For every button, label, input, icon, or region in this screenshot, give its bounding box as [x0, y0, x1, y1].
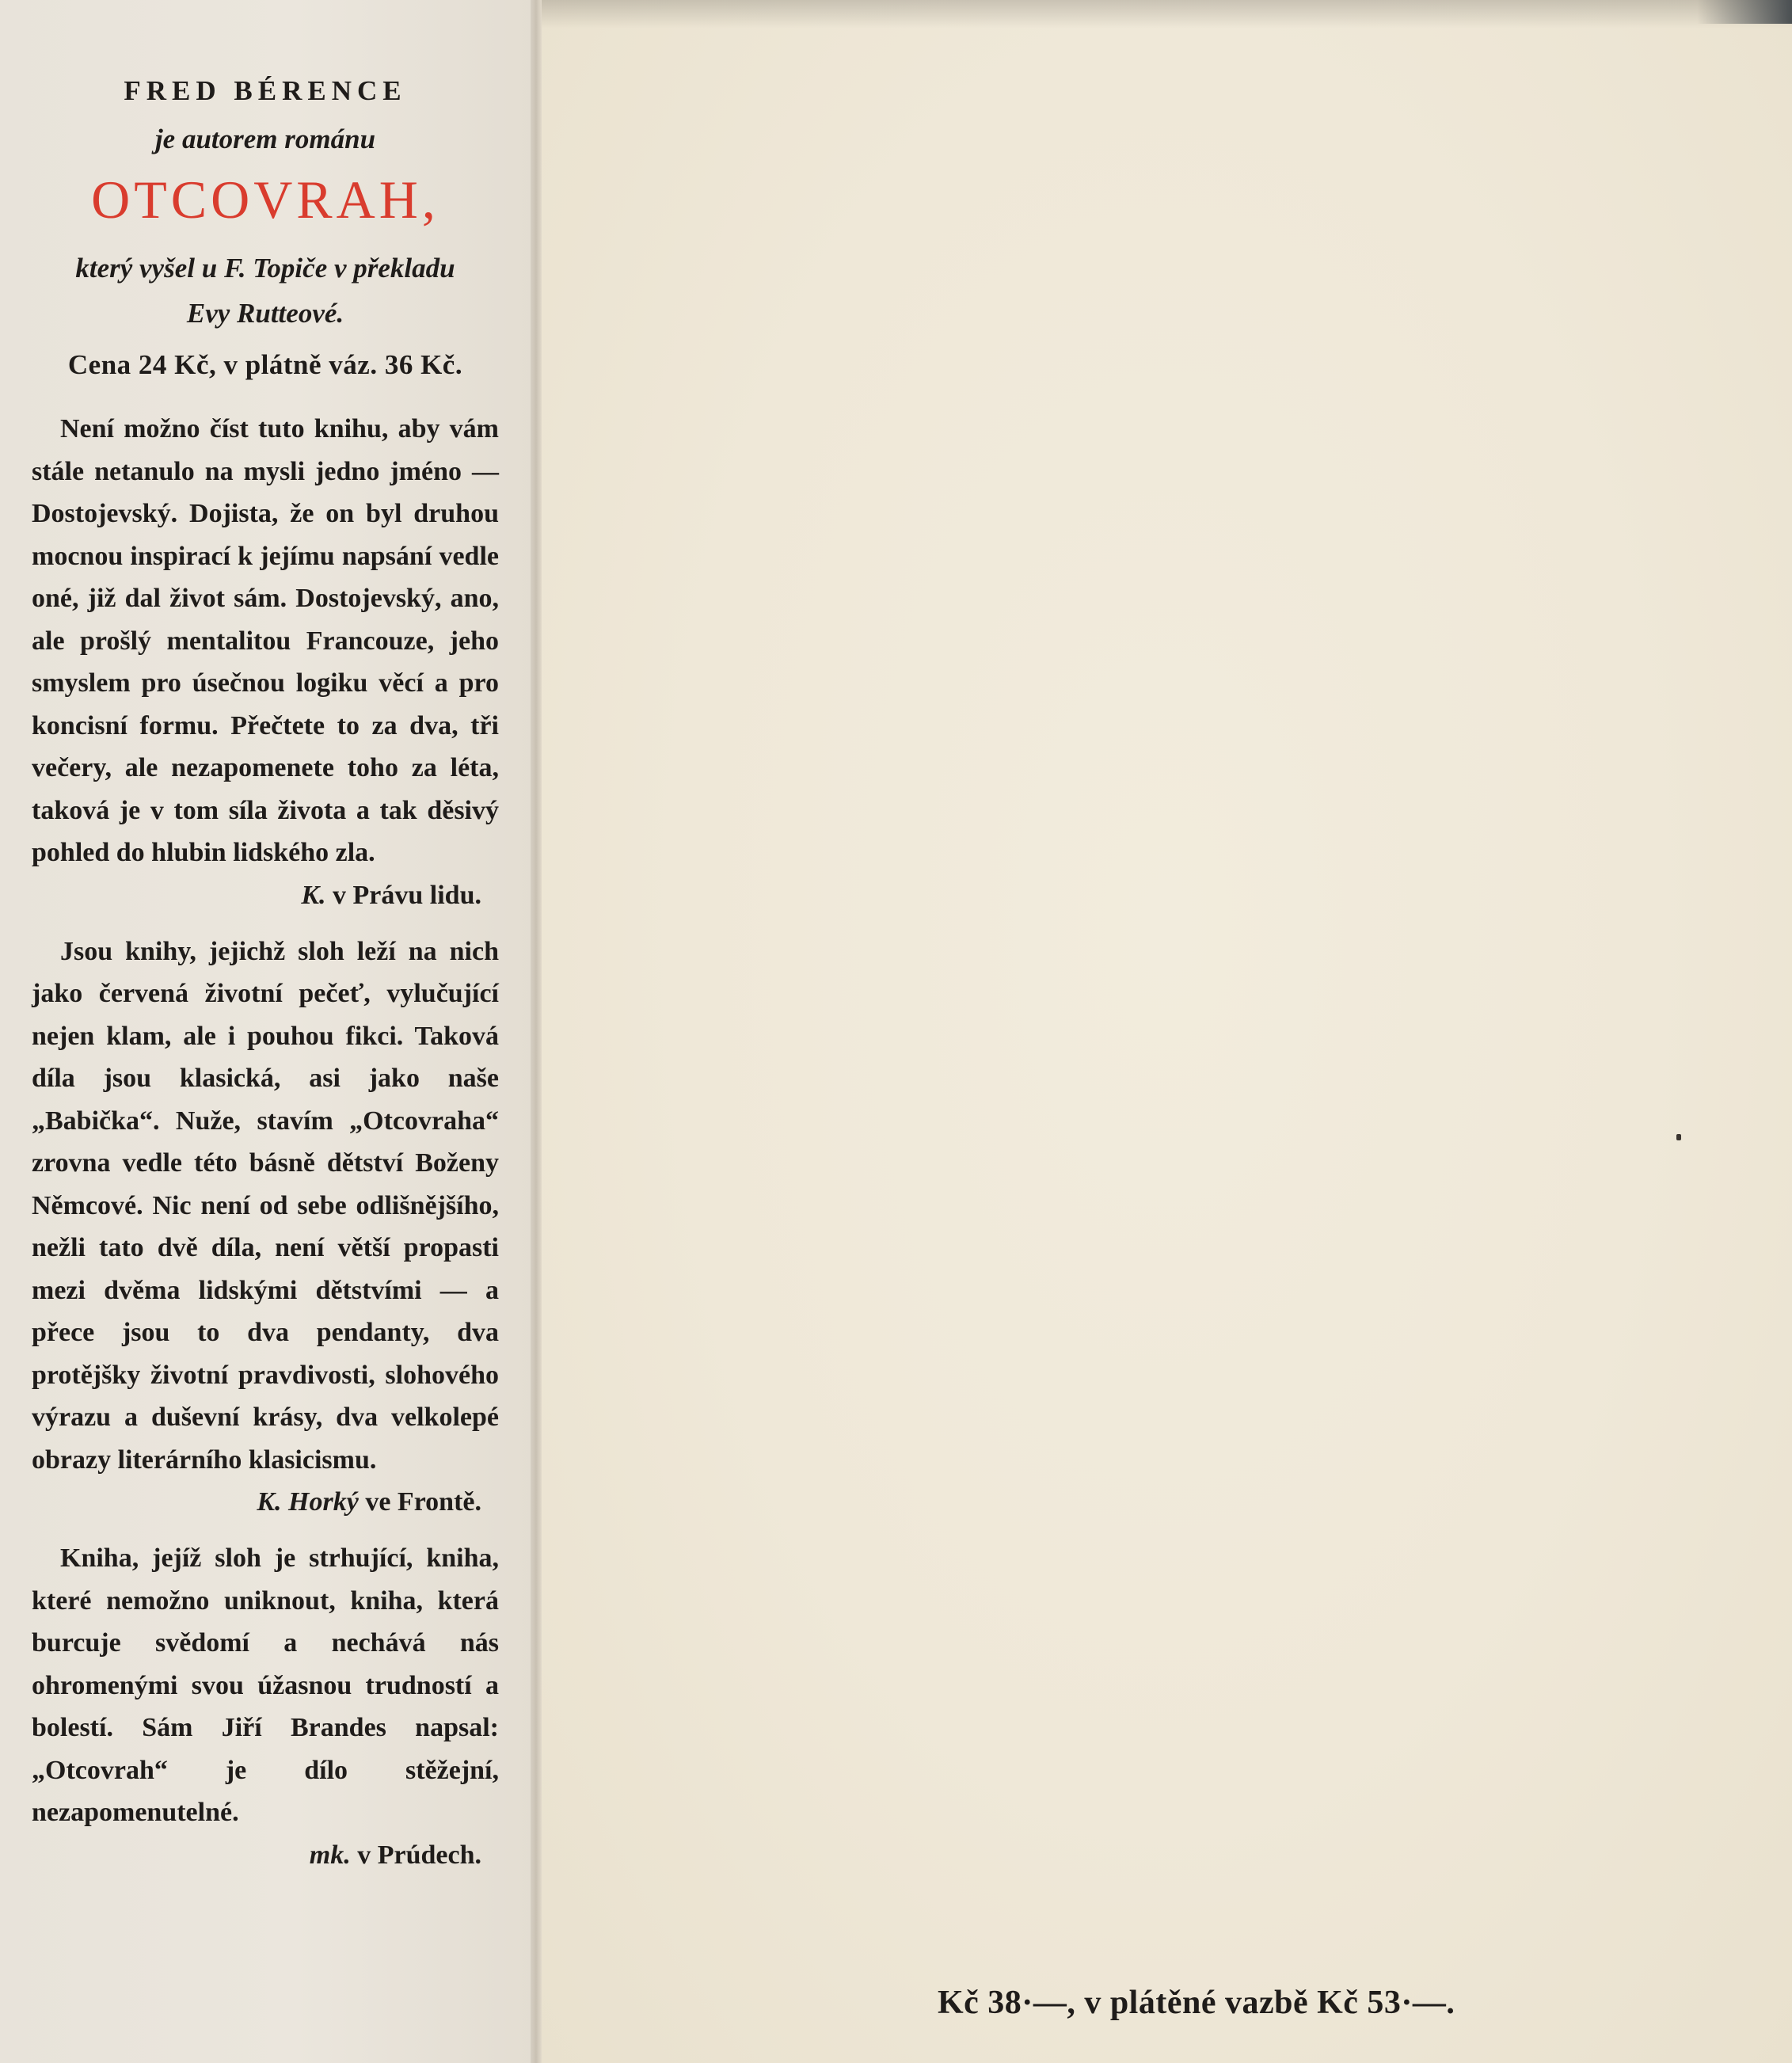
- flap-fold-edge: [531, 0, 542, 2063]
- author-name: FRED BÉRENCE: [124, 75, 407, 106]
- publication-line-1: který vyšel u F. Topiče v překladu: [75, 253, 455, 284]
- review-attribution: [32, 1834, 499, 1876]
- cover-top-shadow: [542, 0, 1792, 29]
- review-paragraph: Není možno číst tuto knihu, aby vám stále netanulo na mysli jedno jméno — Dostojevský. Dojista, že on byl druhou mocnou inspirací k jejímu napsání vedle oné, již dal život sám. Dostojevský, ano, ale prošlý mentalitou Francouze, jeho smyslem pro úsečnou logiku věcí a pro koncisní formu. Přečtete to za dva, tři večery, ale nezapomenete toho za léta, taková je v tom síla života a tak děsivý pohled do hlubin lidského zla.: [32, 414, 499, 867]
- intro-line: je autorem románu: [154, 124, 376, 154]
- review-paragraph: Jsou knihy, jejichž sloh leží na nich jako červená životní pečeť, vylučující nejen klam, ale i pouhou fikci. Taková díla jsou klasická, asi jako naše „Babička“. Nuže, stavím „Otcovraha“ zrovna vedle této básně dětství Boženy Němcové. Nic není od sebe odlišnějšího, nežli tato dvě díla, není větší propasti mezi dvěma lidskými dětstvími — a přece jsou to dva pendanty, dva protějšky životní pravdivosti, slohového výrazu a duševní krásy, dva velkolepé obrazy literárního klasicismu.: [32, 936, 499, 1475]
- review-paragraph: Kniha, jejíž sloh je strhující, kniha, které nemožno uniknout, kniha, která burcuje svědomí a nechává nás ohromenými svou úžasnou trudností a bolestí. Sám Jiří Brandes napsal: „Otcovrah“ je dílo stěžejní, nezapomenutelné.: [32, 1543, 499, 1827]
- publication-line-2: Evy Rutteové.: [186, 298, 344, 329]
- review-author: K. Horký: [257, 1487, 359, 1517]
- review-attribution: [32, 874, 499, 916]
- review-source: ve Frontě.: [358, 1487, 481, 1517]
- review-source: v Právu lidu.: [325, 880, 481, 910]
- novel-price: Cena 24 Kč, v plátně váz. 36 Kč.: [67, 349, 463, 380]
- jacket-front-cover: [542, 0, 1792, 2063]
- review-author: mk.: [309, 1840, 351, 1870]
- review-attribution: [32, 1481, 499, 1523]
- novel-title: OTCOVRAH,: [91, 169, 439, 230]
- paper-speck: [1676, 1134, 1681, 1140]
- flap-text: [32, 70, 499, 1890]
- corner-background: [1697, 0, 1792, 24]
- review-source: v Prúdech.: [350, 1840, 481, 1870]
- review-author: K.: [301, 880, 326, 910]
- book-price: Kč 38·—, v plátěné vazbě Kč 53·—.: [938, 1985, 1455, 2021]
